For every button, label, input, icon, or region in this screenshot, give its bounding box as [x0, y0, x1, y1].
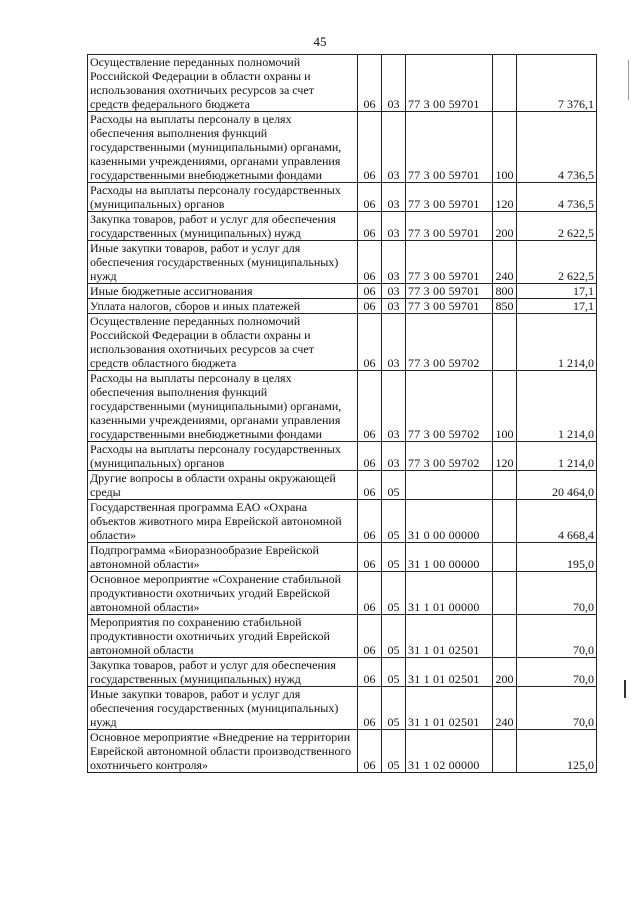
row-section-code: 06	[358, 500, 382, 543]
row-name: Мероприятия по сохранению стабильной продуктивности охотничьих угодий Еврейской автономной области	[88, 615, 358, 658]
row-name: Иные закупки товаров, работ и услуг для обеспечения государственных (муниципальных) нужд	[88, 241, 358, 284]
row-section-code: 06	[358, 615, 382, 658]
table-row	[88, 299, 597, 314]
row-expense-type-code: 100	[493, 112, 517, 183]
row-expense-type-code	[493, 730, 517, 773]
row-expense-type-code: 200	[493, 212, 517, 241]
row-section-code: 06	[358, 543, 382, 572]
row-target-article-code: 77 3 00 59701	[406, 55, 493, 112]
row-subsection-code: 03	[382, 241, 406, 284]
row-expense-type-code: 100	[493, 371, 517, 442]
table-row	[88, 442, 597, 471]
row-name: Основное мероприятие «Сохранение стабильной продуктивности охотничьих угодий Еврейской автономной области»	[88, 572, 358, 615]
table-row	[88, 572, 597, 615]
row-section-code: 06	[358, 212, 382, 241]
row-section-code: 06	[358, 572, 382, 615]
row-name: Иные бюджетные ассигнования	[88, 284, 358, 299]
row-expense-type-code	[493, 314, 517, 371]
row-amount: 70,0	[517, 615, 597, 658]
table-row	[88, 658, 597, 687]
table-row	[88, 471, 597, 500]
row-amount: 70,0	[517, 658, 597, 687]
row-subsection-code: 03	[382, 371, 406, 442]
row-target-article-code: 31 1 00 00000	[406, 543, 493, 572]
row-expense-type-code: 850	[493, 299, 517, 314]
row-target-article-code: 31 1 01 02501	[406, 687, 493, 730]
row-subsection-code: 05	[382, 730, 406, 773]
row-subsection-code: 05	[382, 687, 406, 730]
row-expense-type-code	[493, 55, 517, 112]
row-target-article-code	[406, 471, 493, 500]
table-row	[88, 112, 597, 183]
row-amount: 20 464,0	[517, 471, 597, 500]
row-subsection-code: 05	[382, 572, 406, 615]
row-target-article-code: 77 3 00 59702	[406, 442, 493, 471]
row-name: Осуществление переданных полномочий Российской Федерации в области охраны и использования охотничьих ресурсов за счет средств областного бюджета	[88, 314, 358, 371]
row-section-code: 06	[358, 658, 382, 687]
row-amount: 70,0	[517, 687, 597, 730]
table-row	[88, 543, 597, 572]
row-amount: 2 622,5	[517, 241, 597, 284]
row-name: Другие вопросы в области охраны окружающей среды	[88, 471, 358, 500]
row-name: Государственная программа ЕАО «Охрана объектов животного мира Еврейской автономной области»	[88, 500, 358, 543]
row-name: Расходы на выплаты персоналу государственных (муниципальных) органов	[88, 183, 358, 212]
row-amount: 2 622,5	[517, 212, 597, 241]
row-subsection-code: 05	[382, 658, 406, 687]
row-section-code: 06	[358, 299, 382, 314]
row-amount: 125,0	[517, 730, 597, 773]
row-target-article-code: 77 3 00 59702	[406, 314, 493, 371]
row-subsection-code: 03	[382, 55, 406, 112]
table-row	[88, 212, 597, 241]
row-expense-type-code	[493, 500, 517, 543]
row-target-article-code: 31 1 01 00000	[406, 572, 493, 615]
row-target-article-code: 77 3 00 59701	[406, 284, 493, 299]
row-section-code: 06	[358, 730, 382, 773]
row-name: Уплата налогов, сборов и иных платежей	[88, 299, 358, 314]
row-subsection-code: 05	[382, 615, 406, 658]
row-subsection-code: 05	[382, 500, 406, 543]
row-section-code: 06	[358, 241, 382, 284]
table-row	[88, 314, 597, 371]
row-amount: 70,0	[517, 572, 597, 615]
row-subsection-code: 03	[382, 212, 406, 241]
row-name: Закупка товаров, работ и услуг для обеспечения государственных (муниципальных) нужд	[88, 212, 358, 241]
row-section-code: 06	[358, 55, 382, 112]
row-subsection-code: 03	[382, 442, 406, 471]
row-expense-type-code: 240	[493, 241, 517, 284]
row-target-article-code: 77 3 00 59702	[406, 371, 493, 442]
table-row	[88, 55, 597, 112]
row-section-code: 06	[358, 442, 382, 471]
row-amount: 1 214,0	[517, 371, 597, 442]
row-name: Закупка товаров, работ и услуг для обеспечения государственных (муниципальных) нужд	[88, 658, 358, 687]
row-section-code: 06	[358, 471, 382, 500]
row-target-article-code: 31 1 01 02501	[406, 658, 493, 687]
row-target-article-code: 77 3 00 59701	[406, 183, 493, 212]
budget-table-body	[88, 55, 597, 773]
row-amount: 4 668,4	[517, 500, 597, 543]
row-section-code: 06	[358, 183, 382, 212]
row-section-code: 06	[358, 112, 382, 183]
row-amount: 4 736,5	[517, 112, 597, 183]
table-row	[88, 371, 597, 442]
table-row	[88, 284, 597, 299]
row-subsection-code: 03	[382, 112, 406, 183]
row-amount: 17,1	[517, 284, 597, 299]
table-row	[88, 500, 597, 543]
row-name: Осуществление переданных полномочий Российской Федерации в области охраны и использования охотничьих ресурсов за счет средств федерального бюджета	[88, 55, 358, 112]
row-subsection-code: 03	[382, 284, 406, 299]
row-expense-type-code	[493, 572, 517, 615]
row-target-article-code: 77 3 00 59701	[406, 212, 493, 241]
row-target-article-code: 31 0 00 00000	[406, 500, 493, 543]
row-name: Расходы на выплаты персоналу в целях обеспечения выполнения функций государственными (муниципальными) органами, казенными учреждениями, органами управления государственными внебюджетными фондами	[88, 371, 358, 442]
row-target-article-code: 77 3 00 59701	[406, 112, 493, 183]
row-expense-type-code: 120	[493, 183, 517, 212]
row-amount: 1 214,0	[517, 314, 597, 371]
row-expense-type-code: 120	[493, 442, 517, 471]
table-row	[88, 615, 597, 658]
row-name: Подпрограмма «Биоразнообразие Еврейской автономной области»	[88, 543, 358, 572]
row-expense-type-code	[493, 543, 517, 572]
table-row	[88, 183, 597, 212]
row-subsection-code: 03	[382, 299, 406, 314]
scan-artifact	[628, 60, 629, 100]
row-section-code: 06	[358, 314, 382, 371]
row-expense-type-code: 800	[493, 284, 517, 299]
row-section-code: 06	[358, 371, 382, 442]
row-subsection-code: 03	[382, 183, 406, 212]
row-name: Иные закупки товаров, работ и услуг для обеспечения государственных (муниципальных) нужд	[88, 687, 358, 730]
table-row	[88, 241, 597, 284]
row-amount: 195,0	[517, 543, 597, 572]
row-section-code: 06	[358, 687, 382, 730]
row-subsection-code: 05	[382, 471, 406, 500]
row-expense-type-code	[493, 615, 517, 658]
row-expense-type-code: 200	[493, 658, 517, 687]
table-row	[88, 687, 597, 730]
row-name: Расходы на выплаты персоналу в целях обеспечения выполнения функций государственными (муниципальными) органами, казенными учреждениями, органами управления государственными внебюджетными фондами	[88, 112, 358, 183]
row-amount: 1 214,0	[517, 442, 597, 471]
row-target-article-code: 77 3 00 59701	[406, 299, 493, 314]
row-subsection-code: 05	[382, 543, 406, 572]
row-target-article-code: 31 1 02 00000	[406, 730, 493, 773]
row-expense-type-code: 240	[493, 687, 517, 730]
row-amount: 4 736,5	[517, 183, 597, 212]
budget-table	[87, 54, 597, 773]
row-name: Расходы на выплаты персоналу государственных (муниципальных) органов	[88, 442, 358, 471]
scan-artifact	[624, 680, 626, 698]
row-expense-type-code	[493, 471, 517, 500]
row-target-article-code: 77 3 00 59701	[406, 241, 493, 284]
row-section-code: 06	[358, 284, 382, 299]
table-row	[88, 730, 597, 773]
page-number: 45	[313, 34, 327, 49]
row-name: Основное мероприятие «Внедрение на территории Еврейской автономной области производственного охотничьего контроля»	[88, 730, 358, 773]
row-amount: 7 376,1	[517, 55, 597, 112]
row-subsection-code: 03	[382, 314, 406, 371]
row-amount: 17,1	[517, 299, 597, 314]
row-target-article-code: 31 1 01 02501	[406, 615, 493, 658]
